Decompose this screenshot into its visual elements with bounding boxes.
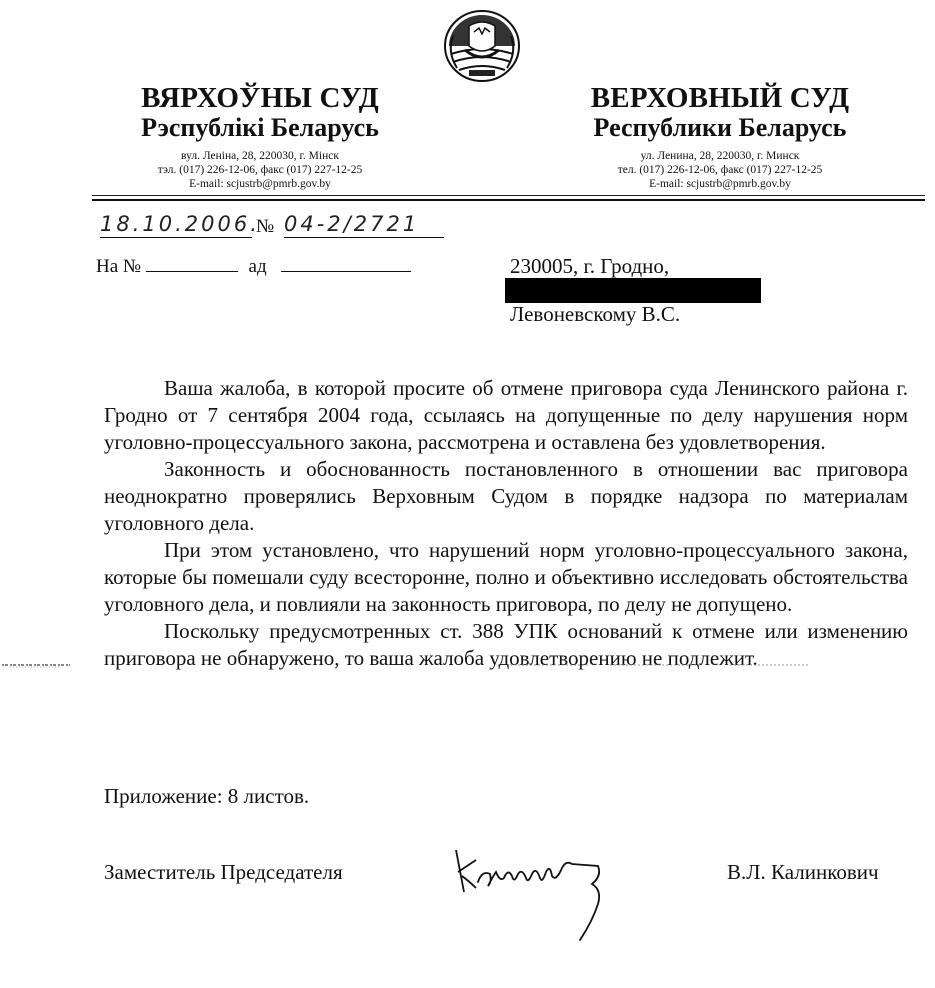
phone-russian: тел. (017) 226-12-06, факс (017) 227-12-25 xyxy=(617,164,823,176)
body-paragraph: Ваша жалоба, в которой просите об отмене приговора суда Ленинского района г. Гродно от 7 сентября 2004 года, ссылаясь на допущенные по делу нарушения норм уголовно-процессуального закона, рассмотрена и оставлена без удовлетворения. xyxy=(104,376,908,454)
registration-number-label: № xyxy=(256,216,275,237)
addressee-name: Левоневскому В.С. xyxy=(510,302,681,326)
court-subtitle-belarusian: Рэспублікі Беларусь xyxy=(141,113,379,142)
addressee-city: 230005, г. Гродно, xyxy=(510,254,670,278)
email-russian: E-mail: scjustrb@pmrb.gov.by xyxy=(649,178,791,190)
letter-body xyxy=(104,375,908,672)
registration-date: 18.10.2006. xyxy=(100,212,260,236)
header-divider-thin xyxy=(92,195,925,196)
reference-number-blank xyxy=(146,255,238,272)
reference-middle: ад xyxy=(248,256,267,277)
body-paragraph: Законность и обоснованность постановленного в отношении вас приговора неоднократно проверялись Верховным Судом в порядке надзора по материалам уголовного дела. xyxy=(104,457,908,535)
address-russian: ул. Ленина, 28, 220030, г. Минск xyxy=(640,150,800,162)
signer-title: Заместитель Председателя xyxy=(104,860,343,884)
phone-belarusian: тэл. (017) 226-12-06, факс (017) 227-12-25 xyxy=(157,164,363,176)
header-divider-thick xyxy=(92,199,925,201)
body-paragraph: Поскольку предусмотренных ст. 388 УПК оснований к отмене или изменению приговора не обнаружено, то ваша жалоба удовлетворению не подлежит. xyxy=(104,619,908,670)
reference-line xyxy=(96,255,411,278)
state-emblem-icon xyxy=(441,6,523,84)
handwritten-signature xyxy=(452,842,632,942)
scan-artifact xyxy=(470,662,890,668)
reference-prefix: На № xyxy=(96,256,142,277)
court-title-belarusian: ВЯРХОЎНЫ СУД xyxy=(141,82,379,114)
court-subtitle-russian: Республики Беларусь xyxy=(593,113,847,142)
address-belarusian: вул. Леніна, 28, 220030, г. Мінск xyxy=(181,150,339,162)
redacted-address-bar xyxy=(505,278,761,303)
court-title-russian: ВЕРХОВНЫЙ СУД xyxy=(590,82,850,114)
registration-number: 04-2/2721 xyxy=(284,212,444,238)
reference-date-blank xyxy=(281,255,411,272)
email-belarusian: E-mail: scjustrb@pmrb.gov.by xyxy=(189,178,331,190)
signer-name: В.Л. Калинкович xyxy=(727,860,879,884)
body-paragraph: При этом установлено, что нарушений норм уголовно-процессуального закона, которые бы помешали суду всесторонне, полно и объективно исследовать обстоятельства уголовного дела, и повлияли на законность приговора, по делу не допущено. xyxy=(104,538,908,616)
attachment-note: Приложение: 8 листов. xyxy=(104,784,310,808)
scan-artifact xyxy=(0,660,75,670)
